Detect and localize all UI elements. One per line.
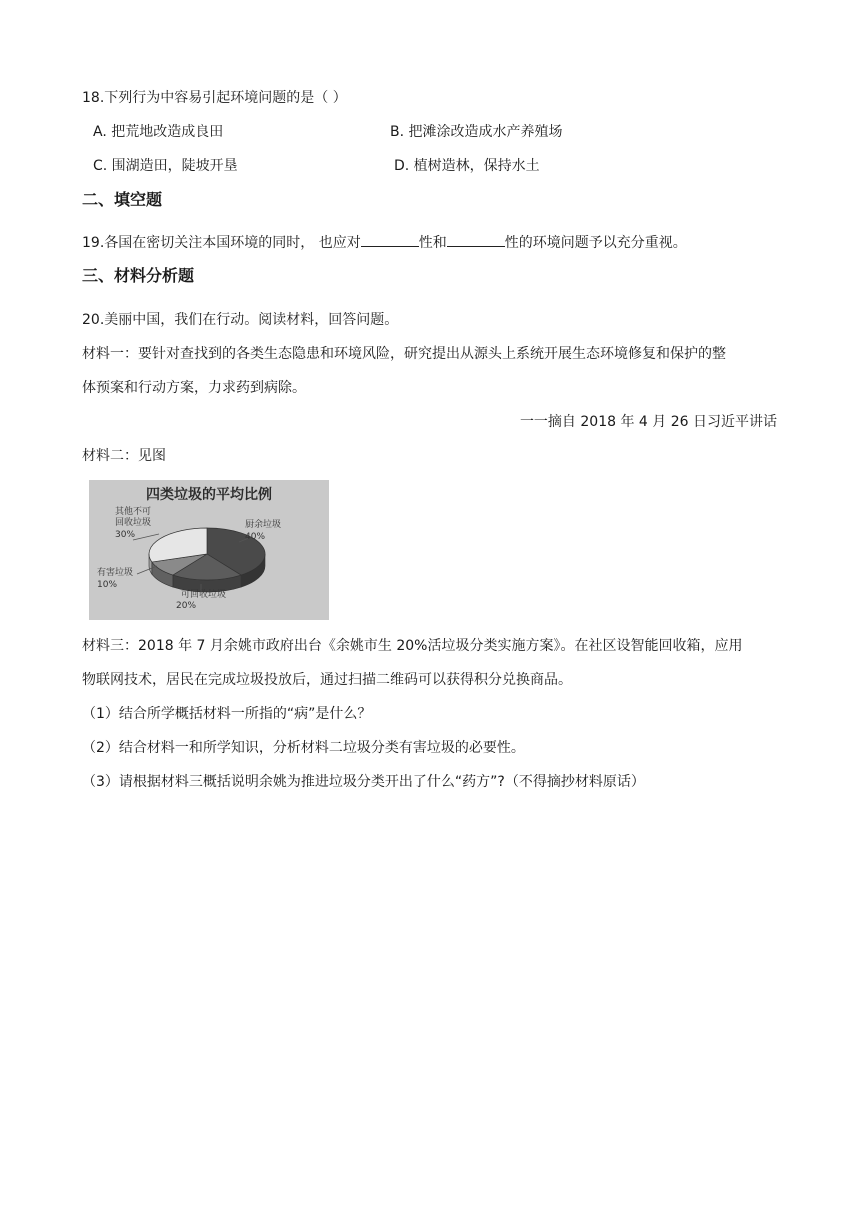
q20-material1-line2: 体预案和行动方案，力求药到病除。 xyxy=(82,380,306,396)
q18-option-d: D. 植树造林，保持水土 xyxy=(394,158,540,174)
q19-text xyxy=(82,232,687,253)
q18-option-c: C. 围湖造田，陡坡开垦 xyxy=(93,158,238,174)
slice-value-other: 30% xyxy=(115,530,136,540)
q18-option-b: B. 把滩涂改造成水产养殖场 xyxy=(390,124,563,140)
slice-label-kitchen: 厨余垃圾 xyxy=(245,520,282,530)
q19-blank-1[interactable] xyxy=(361,232,419,247)
q20-material3-line2: 物联网技术，居民在完成垃圾投放后，通过扫描二维码可以获得积分兑换商品。 xyxy=(82,672,572,688)
slice-label-hazardous: 有害垃圾 xyxy=(97,568,134,578)
pie-chart-figure xyxy=(89,480,329,620)
q20-material1-line1: 材料一：要针对查找到的各类生态隐患和环境风险，研究提出从源头上系统开展生态环境修复和保护的整 xyxy=(82,346,726,362)
chart-title: 四类垃圾的平均比例 xyxy=(146,487,272,503)
q20-subquestion-1: （1）结合所学概括材料一所指的“病”是什么？ xyxy=(82,706,372,722)
q20-subquestion-2: （2）结合材料一和所学知识，分析材料二垃圾分类有害垃圾的必要性。 xyxy=(82,740,525,756)
q19-part2: 性和 xyxy=(418,235,447,251)
q19-blank-2[interactable] xyxy=(447,232,505,247)
section-title-fill-in: 二、填空题 xyxy=(82,190,163,209)
q20-material1-source: 一一摘自 2018 年 4 月 26 日习近平讲话 xyxy=(519,414,777,430)
slice-label-other-line1: 其他不可 xyxy=(115,507,152,517)
q20-subquestion-3: （3）请根据材料三概括说明余姚为推进垃圾分类开出了什么“药方”?（不得摘抄材料原话） xyxy=(82,774,645,790)
slice-value-hazardous: 10% xyxy=(97,580,118,590)
slice-label-recyclable: 可回收垃圾 xyxy=(181,590,227,600)
q19-part3: 性的环境问题予以充分重视。 xyxy=(504,235,687,251)
q20-material2-label: 材料二：见图 xyxy=(82,448,166,464)
slice-value-kitchen: 40% xyxy=(245,532,266,542)
slice-label-other-line2: 回收垃圾 xyxy=(115,518,152,528)
q19-part1: 19.各国在密切关注本国环境的同时， 也应对 xyxy=(82,235,361,251)
leader-line-other xyxy=(133,534,159,540)
q20-material3-line1: 材料三：2018 年 7 月余姚市政府出台《余姚市生 20%活垃圾分类实施方案》。在社区设智能回收箱，应用 xyxy=(82,638,743,654)
q18-stem: 18.下列行为中容易引起环境问题的是（ ） xyxy=(82,90,347,106)
q18-option-a: A. 把荒地改造成良田 xyxy=(93,124,224,140)
slice-value-recyclable: 20% xyxy=(176,601,197,611)
section-title-material-analysis: 三、材料分析题 xyxy=(82,266,195,285)
q20-stem: 20.美丽中国，我们在行动。阅读材料，回答问题。 xyxy=(82,312,399,328)
